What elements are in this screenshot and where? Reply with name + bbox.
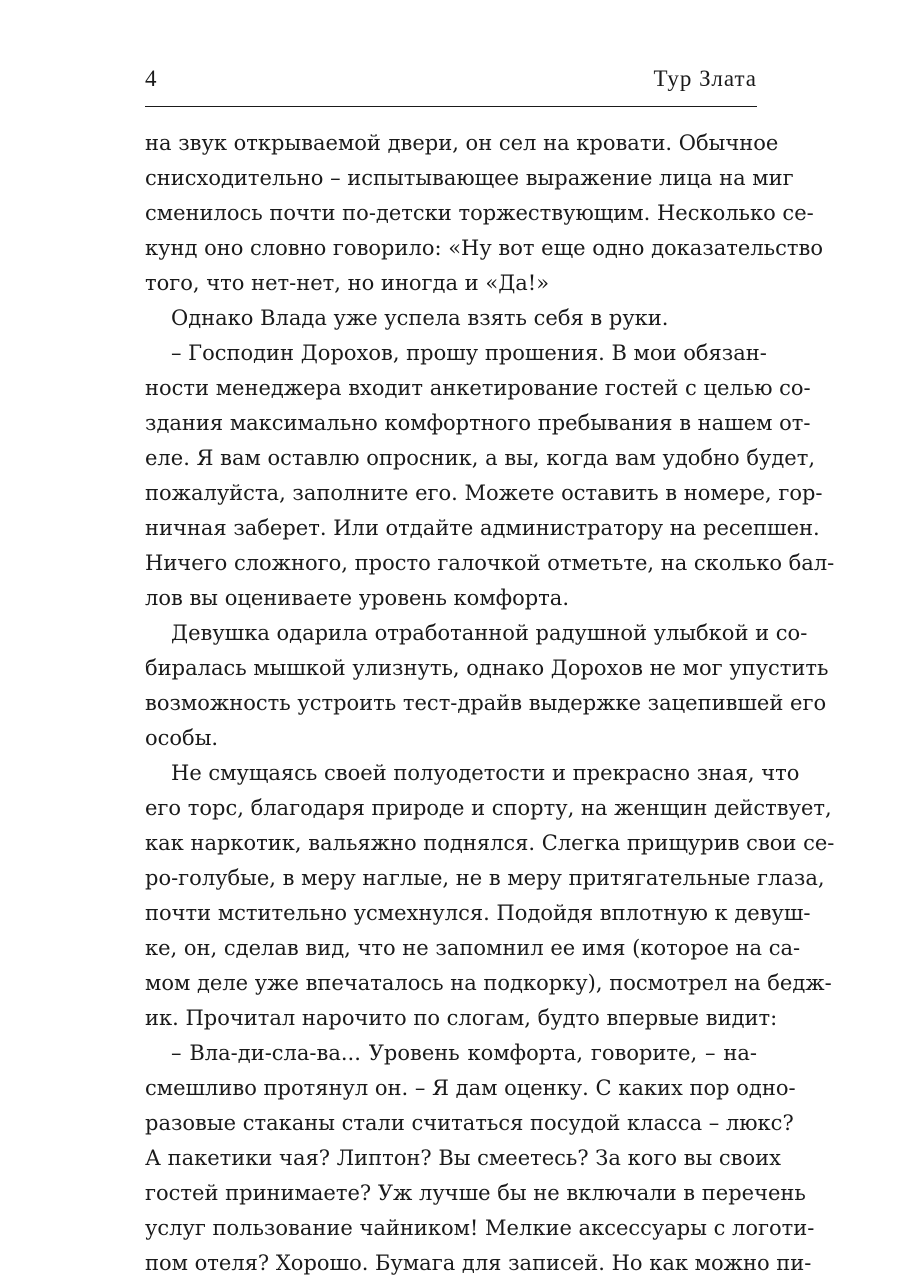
text-line: ро-голубые, в меру наглые, не в меру притягательные глаза, [145, 866, 825, 890]
text-line: его торс, благодаря природе и спорту, на женщин действует, [145, 796, 832, 820]
page-number: 4 [145, 66, 157, 91]
header-rule [145, 106, 757, 107]
text-line: пожалуйста, заполните его. Можете оставить в номере, гор- [145, 481, 823, 505]
text-line: как наркотик, вальяжно поднялся. Слегка прищурив свои се- [145, 831, 835, 855]
text-line: Девушка одарила отработанной радушной улыбкой и со- [171, 621, 808, 645]
text-line: почти мстительно усмехнулся. Подойдя вплотную к девуш- [145, 901, 811, 925]
text-line: лов вы оцениваете уровень комфорта. [145, 586, 569, 610]
text-line: – Вла-ди-сла-ва... Уровень комфорта, говорите, – на- [171, 1041, 757, 1065]
text-line: возможность устроить тест-драйв выдержке зацепившей его [145, 691, 827, 715]
text-line: ик. Прочитал нарочито по слогам, будто впервые видит: [145, 1006, 778, 1030]
text-line: ничная заберет. Или отдайте администратору на ресепшен. [145, 516, 820, 540]
text-line: А пакетики чая? Липтон? Вы смеетесь? За кого вы своих [145, 1146, 781, 1170]
text-line: ке, он, сделав вид, что не запомнил ее имя (которое на са- [145, 936, 801, 960]
text-line: кунд оно словно говорило: «Ну вот еще одно доказательство [145, 236, 823, 260]
text-line: ности менеджера входит анкетирование гостей с целью со- [145, 376, 811, 400]
text-line: Не смущаясь своей полуодетости и прекрасно зная, что [171, 761, 800, 785]
text-line: пом отеля? Хорошо. Бумага для записей. Но как можно пи- [145, 1251, 812, 1275]
text-line: биралась мышкой улизнуть, однако Дорохов не мог упустить [145, 656, 829, 680]
text-line: мом деле уже впечаталось на подкорку), посмотрел на бедж- [145, 971, 832, 995]
text-line: того, что нет-нет, но иногда и «Да!» [145, 271, 550, 295]
body-text [145, 126, 835, 1281]
text-line: Ничего сложного, просто галочкой отметьте, на сколько бал- [145, 551, 835, 575]
text-line: здания максимально комфортного пребывания в нашем от- [145, 411, 811, 435]
running-title: Тур Злата [653, 66, 757, 91]
page-header [145, 66, 757, 102]
text-line: на звук открываемой двери, он сел на кровати. Обычное [145, 131, 779, 155]
text-line: – Господин Дорохов, прошу прошения. В мои обязан- [171, 341, 767, 365]
text-line: еле. Я вам оставлю опросник, а вы, когда вам удобно будет, [145, 446, 816, 470]
text-line: особы. [145, 726, 219, 750]
text-line: разовые стаканы стали считаться посудой класса – люкс? [145, 1111, 794, 1135]
text-line: смешливо протянул он. – Я дам оценку. С каких пор одно- [145, 1076, 796, 1100]
text-line: услуг пользование чайником! Мелкие аксессуары с логоти- [145, 1216, 815, 1240]
text-line: гостей принимаете? Уж лучше бы не включали в перечень [145, 1181, 806, 1205]
text-line: сменилось почти по-детски торжествующим. Несколько се- [145, 201, 814, 225]
text-line: снисходительно – испытывающее выражение лица на миг [145, 166, 794, 190]
text-line: Однако Влада уже успела взять себя в руки. [171, 306, 669, 330]
